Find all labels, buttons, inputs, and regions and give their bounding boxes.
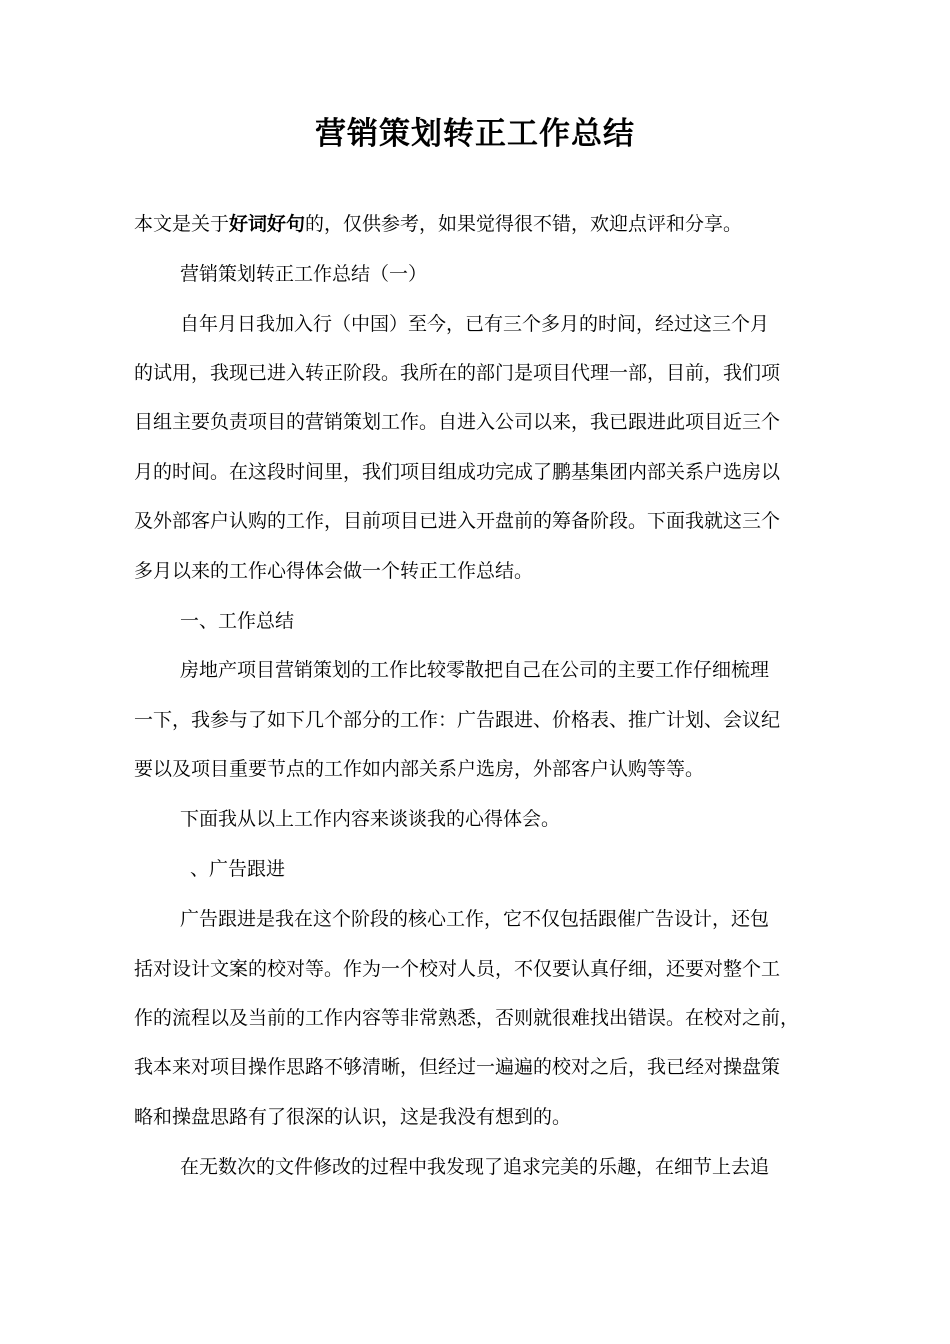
paragraph-line: 目组主要负责项目的营销策划工作。自进入公司以来，我已跟进此项目近三个	[134, 411, 781, 433]
document-title: 营销策划转正工作总结	[315, 116, 635, 152]
paragraph-line: 要以及项目重要节点的工作如内部关系户选房，外部客户认购等等。	[134, 758, 705, 780]
section-heading: 、广告跟进	[190, 858, 286, 880]
paragraph-line: 房地产项目营销策划的工作比较零散把自己在公司的主要工作仔细梳理	[180, 659, 770, 681]
paragraph-line: 一下，我参与了如下几个部分的工作：广告跟进、价格表、推广计划、会议纪	[134, 709, 781, 731]
paragraph-line: 自年月日我加入行（中国）至今，已有三个多月的时间，经过这三个月	[180, 313, 770, 335]
paragraph-line: 月的时间。在这段时间里，我们项目组成功完成了鹏基集团内部关系户选房以	[134, 461, 781, 483]
intro-suffix: 的，仅供参考，如果觉得很不错，欢迎点评和分享。	[305, 213, 743, 235]
paragraph-line: 括对设计文案的校对等。作为一个校对人员，不仅要认真仔细，还要对整个工	[134, 958, 781, 980]
paragraph-line: 广告跟进是我在这个阶段的核心工作，它不仅包括跟催广告设计，还包	[180, 908, 770, 930]
paragraph-line: 下面我从以上工作内容来谈谈我的心得体会。	[180, 808, 561, 830]
paragraph-line: 在无数次的文件修改的过程中我发现了追求完美的乐趣，在细节上去追	[180, 1156, 770, 1178]
intro-keyword: 好词好句	[229, 213, 306, 235]
paragraph-line: 多月以来的工作心得体会做一个转正工作总结。	[134, 560, 534, 582]
section-subtitle: 营销策划转正工作总结（一）	[180, 263, 428, 285]
paragraph-line: 作的流程以及当前的工作内容等非常熟悉，否则就很难找出错误。在校对之前，	[134, 1007, 800, 1029]
intro-prefix: 本文是关于	[134, 213, 230, 235]
intro-line	[134, 210, 742, 238]
paragraph-line: 及外部客户认购的工作，目前项目已进入开盘前的筹备阶段。下面我就这三个	[134, 510, 781, 532]
paragraph-line: 略和操盘思路有了很深的认识，这是我没有想到的。	[134, 1106, 572, 1128]
paragraph-line: 的试用，我现已进入转正阶段。我所在的部门是项目代理一部，目前，我们项	[134, 362, 781, 384]
paragraph-line: 我本来对项目操作思路不够清晰，但经过一遍遍的校对之后，我已经对操盘策	[134, 1056, 781, 1078]
section-heading: 一、工作总结	[180, 610, 295, 632]
